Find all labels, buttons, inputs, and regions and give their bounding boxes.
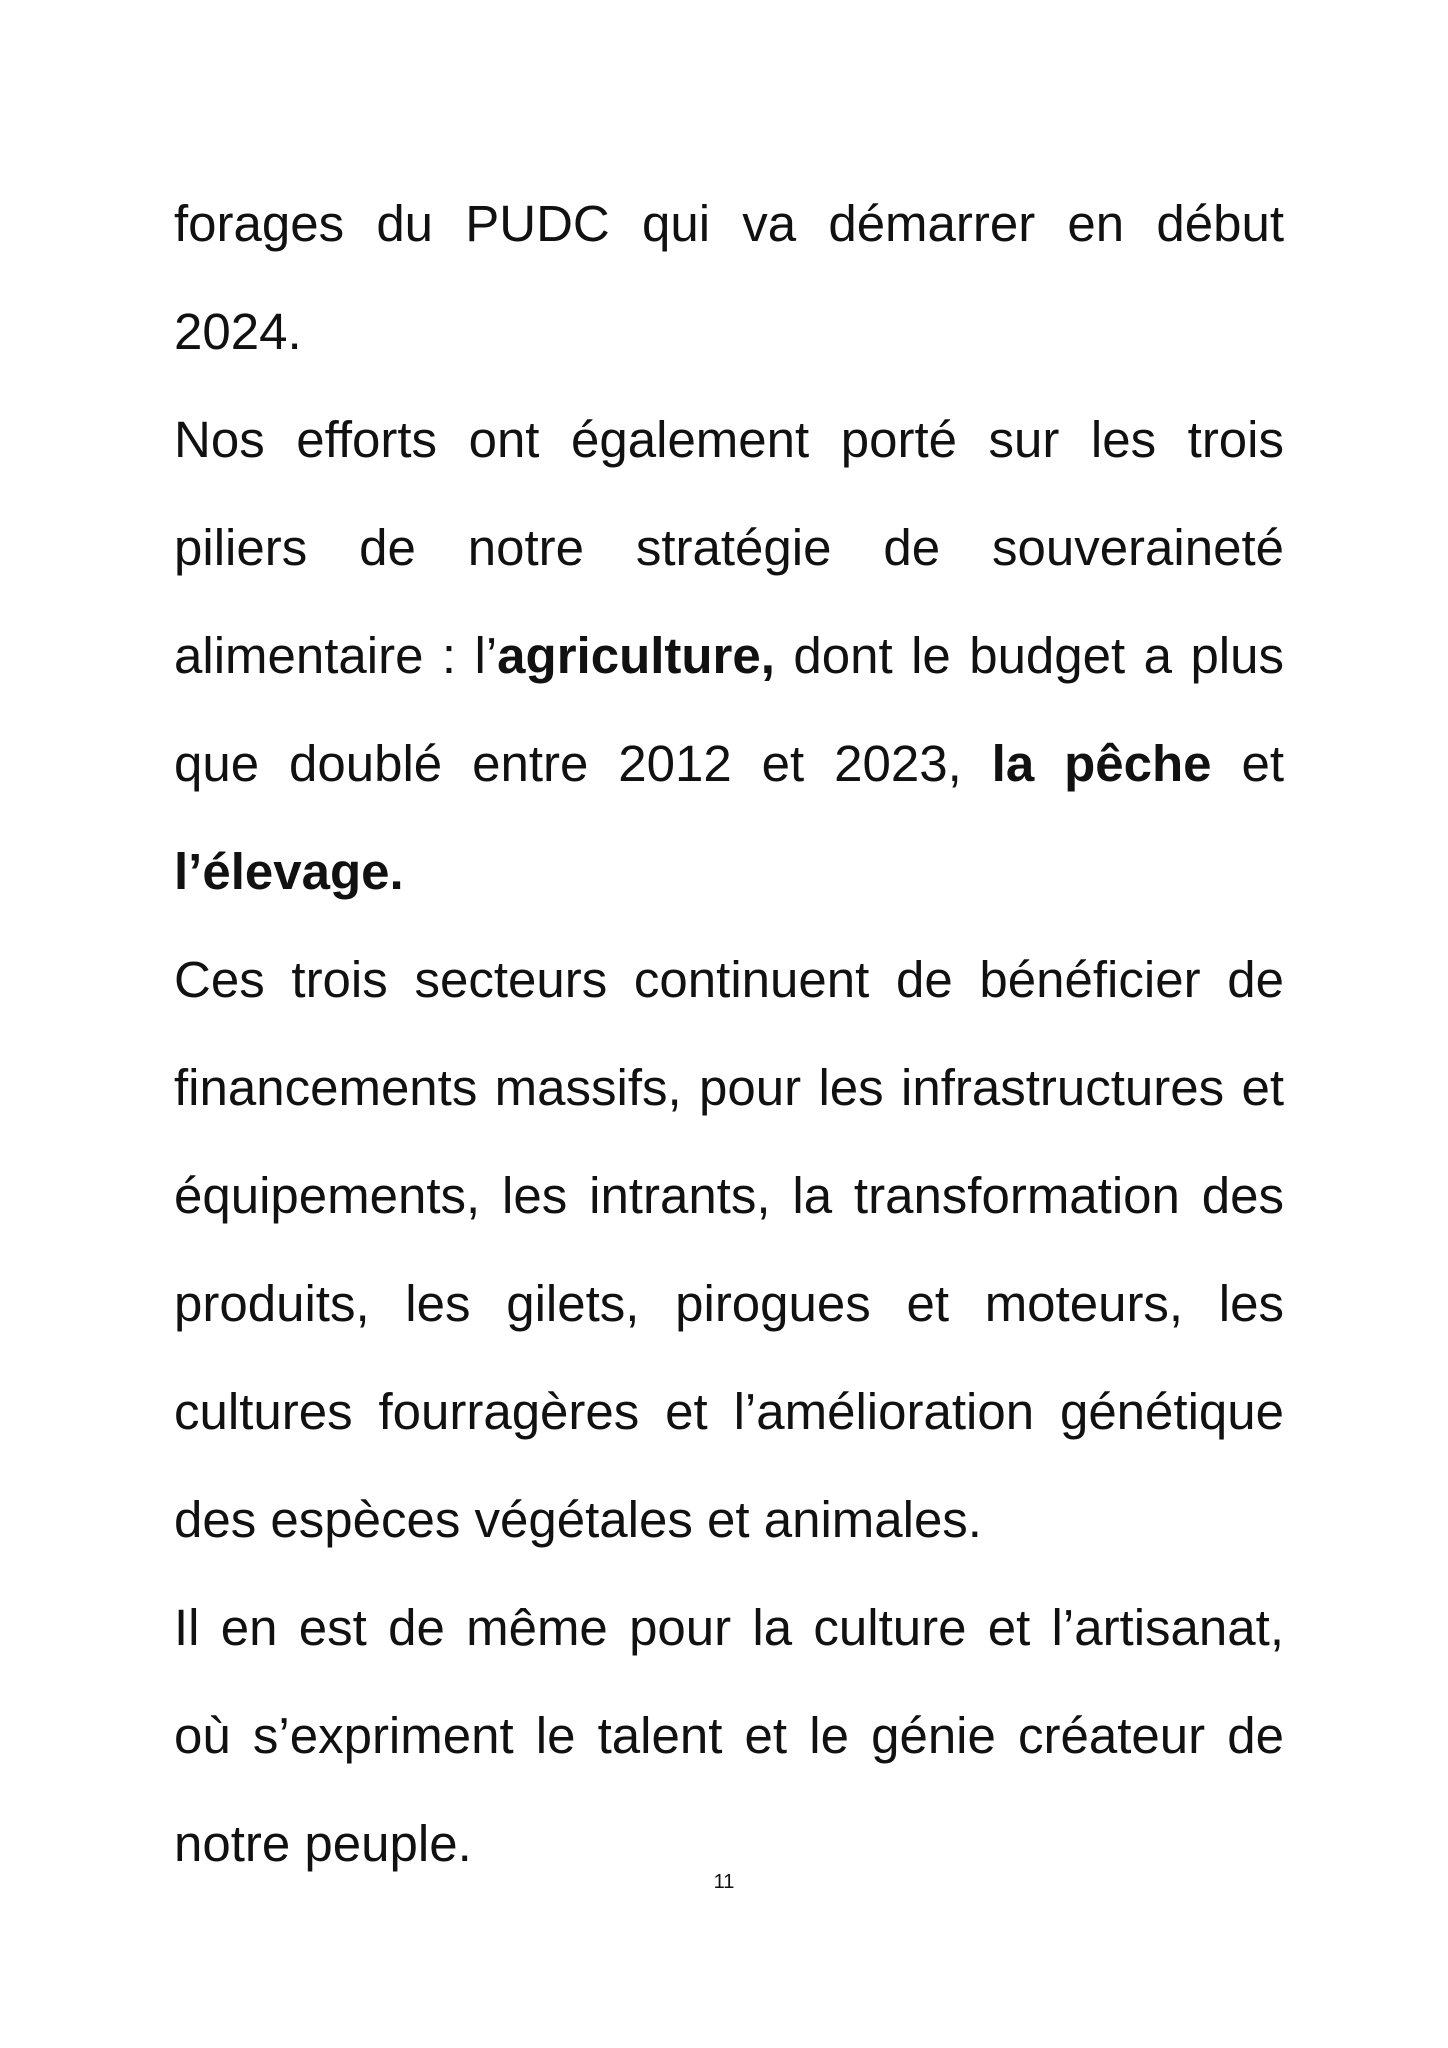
- body-text: [174, 170, 1284, 1898]
- text-segment: dont le budget a plus que doublé entre 2012 et 2023,: [174, 627, 1284, 792]
- text-segment: Ces trois secteurs continuent de bénéficier de financements massifs, pour les infrastructures et équipements, les intrants, la transformation des produits, les gilets, pirogues et moteurs, les cultures fourragères et l’amélioration génétique des espèces végétales et animales.: [174, 951, 1284, 1548]
- text-segment: forages du PUDC qui va démarrer en début 2024.: [174, 195, 1284, 360]
- paragraph-piliers: [174, 386, 1284, 926]
- text-segment: Il en est de même pour la culture et l’artisanat, où s’expriment le talent et le génie créateur de notre peuple.: [174, 1599, 1284, 1872]
- paragraph-forages: [174, 170, 1284, 386]
- paragraph-culture-artisanat: [174, 1574, 1284, 1898]
- text-segment: Nos efforts ont également porté sur les trois piliers de notre stratégie de souveraineté alimentaire : l’: [174, 411, 1284, 684]
- bold-text-peche: la pêche: [991, 735, 1212, 792]
- page-number: 11: [713, 1871, 735, 1893]
- bold-text-elevage: l’élevage.: [174, 843, 404, 900]
- bold-text-agriculture: agriculture,: [497, 627, 775, 684]
- paragraph-secteurs: [174, 926, 1284, 1574]
- text-segment: et: [1211, 735, 1284, 792]
